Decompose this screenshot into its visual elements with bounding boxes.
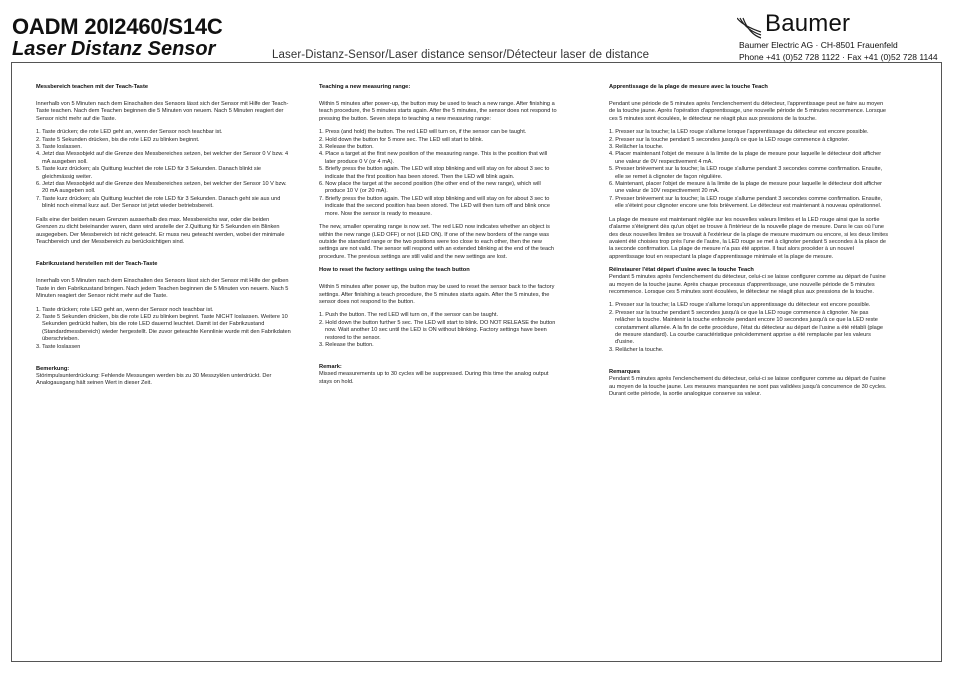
paragraph: La plage de mesure est maintenant réglée sur les nouvelles valeurs limites et la LED rouge ainsi que la sortie d'alarme s'éteignent dès qu'un objet se trouve à l'intérieur de la nouvelle plage de mesure. Dans le cas où l'une des deux nouvelles limites se trouvait à l'extérieur de la plage de mesure maximum ou encore, si les deux limites avaient été choisies trop près l'une de l'autre, la LED rouge se met à clignoter pendant 5 secondes à la place de la seconde confirmation. La plage de mesure n'a pas été apprise. Il faut alors procéder à un nouvel apprentissage tout en respectant la plage d'apprentissage minimale et la plage de mesure. xyxy=(609,216,889,260)
list-item: 7. Briefly press the button again. The LED will stop blinking and will stay on for about 3 sec to indicate that the second position has been stored. The LED will then turn off and blink once more. Now the sensor is ready to measure. xyxy=(319,195,550,217)
model-title: OADM 20I2460/S14C xyxy=(12,14,223,39)
section-heading: Messbereich teachen mit der Teach-Taste xyxy=(36,84,148,90)
section-heading: Fabrikzustand herstellen mit der Teach-Taste xyxy=(36,261,158,268)
list-item: 2. Taste 5 Sekunden drücken, bis die rote LED zu blinken beginnt. xyxy=(36,136,200,143)
list-item: 6. Now place the target at the second position (the other end of the new range), which will produce 10 V (or 20 mA). xyxy=(319,181,541,195)
list-item: 2. Presser sur la touche pendant 5 secondes jusqu'à ce que la LED rouge commence à clignoter. xyxy=(609,136,850,143)
list-item: 2. Taste 5 Sekunden drücken, bis die rote LED zu blinken beginnt. Taste NICHT loslassen. Weitere 10 Sekunden gedrückt halten, bis die rote LED dauernd leuchtet. Damit ist der Fabrikzustand (Standardmessbereich) wieder hergestellt. Die zuvor geteachte Kennlinie wurde mit den Fabrikdaten überschrieben. xyxy=(36,313,291,343)
list-item: 1. Push the button. The red LED will turn on, if the sensor can be taught. xyxy=(319,312,499,319)
list-item: 1. Presser sur la touche; la LED rouge s'allume lorsque l'apprentissage du détecteur est encore possible. xyxy=(609,129,869,136)
column-french xyxy=(609,84,889,404)
list-item: 5. Briefly press the button again. The LED will stop blinking and will stay on for about 3 sec to indicate that the first position has been stored. Then the LED will blink again. xyxy=(319,166,550,180)
list-item: 1. Taste drücken; die rote LED geht an, wenn der Sensor noch teachbar ist. xyxy=(36,129,223,136)
product-title: Laser Distanz Sensor xyxy=(12,38,216,60)
section-heading: Teaching a new measuring range: xyxy=(319,84,411,90)
list-item: 6. Jetzt das Messobjekt auf die Grenze des Messbereiches setzen, bei welcher der Sensor 10 V bzw. 20 mA ausgeben soll. xyxy=(36,181,287,195)
list-item: 2. Hold down the button further 5 sec. The LED will start to blink. DO NOT RELEASE the button now. Wait another 10 sec until the LED is ON without blinking. Factory settings have been restored to the sensor. xyxy=(319,319,556,341)
step-list xyxy=(319,312,559,349)
list-item: 3. Taste loslassen xyxy=(36,343,81,350)
paragraph: Within 5 minutes after power-up, the button may be used to teach a new range. After finishing a teach procedure, the 5 minutes starts again. After the 5 minutes, the sensor does not respond to pressing the button. Seven steps to teaching a new measuring range: xyxy=(319,101,557,122)
column-german xyxy=(36,84,291,394)
list-item: 5. Taste kurz drücken; als Quittung leuchtet die rote LED für 3 Sekunden. Danach blinkt sie gleichmässig weiter. xyxy=(36,166,262,180)
paragraph: Innerhalb von 5 Minuten nach dem Einschalten des Sensors lässt sich der Sensor mit Hilfe der Teach-Taste teachen. Nach dem Teachen beginnen die 5 Minuten von neuem. Nach 5 Minuten reagiert der Sensor nicht mehr auf die Taste. xyxy=(36,101,289,122)
list-item: 7. Taste kurz drücken; als Quittung leuchtet die rote LED für 3 Sekunden. Danach geht sie aus und blinkt noch einmal kurz auf. Der Sensor ist jetzt wieder betriebsbereit. xyxy=(36,195,281,210)
paragraph: Innerhalb von 5 Minuten nach dem Einschalten des Sensors lässt sich der Sensor mit Hilfe der gelben Taste in den Fabrikzustand bringen. Nach jedem Teachen beginnen die 5 Minuten von neuem. Nach 5 Minuten reagiert der Sensor nicht mehr auf die Taste. xyxy=(36,278,289,300)
paragraph: Pendant 5 minutes après l'enclenchement du détecteur, celui-ci se laisse configurer comme au départ de l'usine au moyen de la touche jaune. Après chaque processus d'apprentissage, une nouvelle période de 5 minutes recommence. Lorsque ces 5 minutes sont écoulées, le détecteur ne réagit plus aux pressions de la touche. xyxy=(609,274,886,295)
list-item: 4. Place a target at the first new position of the measuring range. This is the position that will later produce 0 V (or 4 mA). xyxy=(319,151,548,165)
list-item: 4. Jetzt das Messobjekt auf die Grenze des Messbereiches setzen, bei welcher der Sensor 0 V bzw. 4 mA ausgeben soll. xyxy=(36,151,289,165)
remark-heading: Remarques xyxy=(609,369,640,376)
remark-text: Störimpulsunterdrückung: Fehlende Messungen werden bis zu 30 Messzyklen unterdrückt. Der Analogausgang hält seinen Wert in dieser Zeit. xyxy=(36,372,272,387)
section-heading: Apprentissage de la plage de mesure avec la touche Teach xyxy=(609,84,768,90)
paragraph: The new, smaller operating range is now set. The red LED now indicates whether an object is within the new range (LED OFF) or not (LED ON). If one of the new borders of the range was outside the standard range or the two positions were too close to each other, then the new settings are not valid. The sensor will respond with an extended blinking at the end of the teach procedure. The previous settings are still valid and the new settings are lost. xyxy=(319,224,554,260)
remark-heading: Bemerkung: xyxy=(36,365,70,372)
remark-heading: Remark: xyxy=(319,364,342,371)
subtitle: Laser-Distanz-Sensor/Laser distance sensor/Détecteur laser de distance xyxy=(272,49,650,61)
list-item: 2. Hold down the button for 5 more sec. The LED will start to blink. xyxy=(319,136,484,143)
paragraph: Pendant une période de 5 minutes après l'enclenchement du détecteur, l'apprentissage peut se faire au moyen de la touche jaune. Après l'opération d'apprentissage, une nouvelle période de 5 minutes recommence. Lorsque ces 5 minutes sont écoulées, le détecteur ne réagit plus aux pressions de la touche. xyxy=(609,101,887,122)
brand-name: Baumer xyxy=(765,10,851,37)
list-item: 3. Relâcher la touche. xyxy=(609,144,664,151)
list-item: 3. Release the button. xyxy=(319,341,374,348)
list-item: 3. Taste loslassen. xyxy=(36,144,82,151)
column-english xyxy=(319,84,559,392)
section-heading: Réinstaurer l'état départ d'usine avec la touche Teach xyxy=(609,267,754,274)
section-heading: How to reset the factory settings using the teach button xyxy=(319,267,470,274)
remark-text: Missed measurements up to 30 cycles will be suppressed. During this time the analog output stays on hold. xyxy=(319,371,549,385)
paragraph: Falls eine der beiden neuen Grenzen ausserhalb des max. Messbereichs war, oder die beiden Grenzen zu dicht beieinander waren, dann wird anstelle der 2.Quittung für 5 Sekunden ein Blinken ausgegeben. Der Messbereich ist nicht geteacht. Er muss neu geteacht werden, wobei der minimale Teachbereich und der Messbereich zu berücksichtigen sind. xyxy=(36,216,285,245)
list-item: 6. Maintenant, placer l'objet de mesure à la limite de la plage de mesure pour laquelle le détecteur doit afficher une valeur de 10V respectivement 20 mA. xyxy=(609,181,883,195)
step-list xyxy=(36,129,291,210)
list-item: 2. Presser sur la touche pendant 5 secondes jusqu'à ce que la LED rouge commence à clignoter. Ne pas relâcher la touche. Maintenir la touche enfoncée pendant encore 10 secondes jusqu'à ce que la LED reste constamment allumée. A la fin de cette procédure, l'état du détecteur au départ de l'usine a été rétabli (plage de mesure standard). La courbe caractéristique précédemment apprise a été remplacée par les valeurs d'usine. xyxy=(609,309,884,346)
list-item: 1. Presser sur la touche; la LED rouge s'allume lorsqu'un apprentissage du détecteur est encore possible. xyxy=(609,302,871,309)
list-item: 4. Placer maintenant l'objet de mesure à la limite de la plage de mesure pour laquelle le détecteur doit afficher une valeur de 0V respectivement 4 mA. xyxy=(609,151,882,165)
list-item: 1. Taste drücken; rote LED geht an, wenn der Sensor noch teachbar ist. xyxy=(36,306,214,313)
list-item: 3. Relâcher la touche. xyxy=(609,346,664,353)
step-list xyxy=(609,302,889,354)
list-item: 7. Presser brièvement sur la touche; la LED rouge s'allume pendant 3 secondes comme confirmation. Ensuite, elle s'éteint pour clignoter encore une fois brièvement. Le détecteur est maintenant à nouveau opérationnel. xyxy=(609,195,883,210)
list-item: 5. Presser brièvement sur la touche; la LED rouge s'allume pendant 3 secondes comme confirmation. Ensuite, elle se remet à clignoter de façon régulière. xyxy=(609,166,883,180)
paragraph: Within 5 minutes after power up, the button may be used to reset the sensor back to the factory settings. After finishing a teach procedure, the 5 minutes starts again. After the 5 minutes, the sensor does not respond to the button. xyxy=(319,284,555,305)
step-list xyxy=(609,129,889,210)
step-list xyxy=(36,307,291,351)
list-item: 1. Press (and hold) the button. The red LED will turn on, if the sensor can be taught. xyxy=(319,129,527,136)
remark-text: Pendant 5 minutes après l'enclenchement du détecteur, celui-ci se laisse configurer comme au départ de l'usine au moyen de la touche jaune. Les mesures manquantes ne sont pas validées jusqu'à concurrence de 30 cycles. Durant cette période, la sortie analogique conserve sa valeur. xyxy=(609,376,887,397)
company-address: Baumer Electric AG · CH-8501 Frauenfeld xyxy=(739,40,898,50)
list-item: 3. Release the button. xyxy=(319,144,374,151)
step-list xyxy=(319,129,559,218)
phone-fax: Phone +41 (0)52 728 1122 · Fax +41 (0)52 728 1144 xyxy=(739,52,938,62)
